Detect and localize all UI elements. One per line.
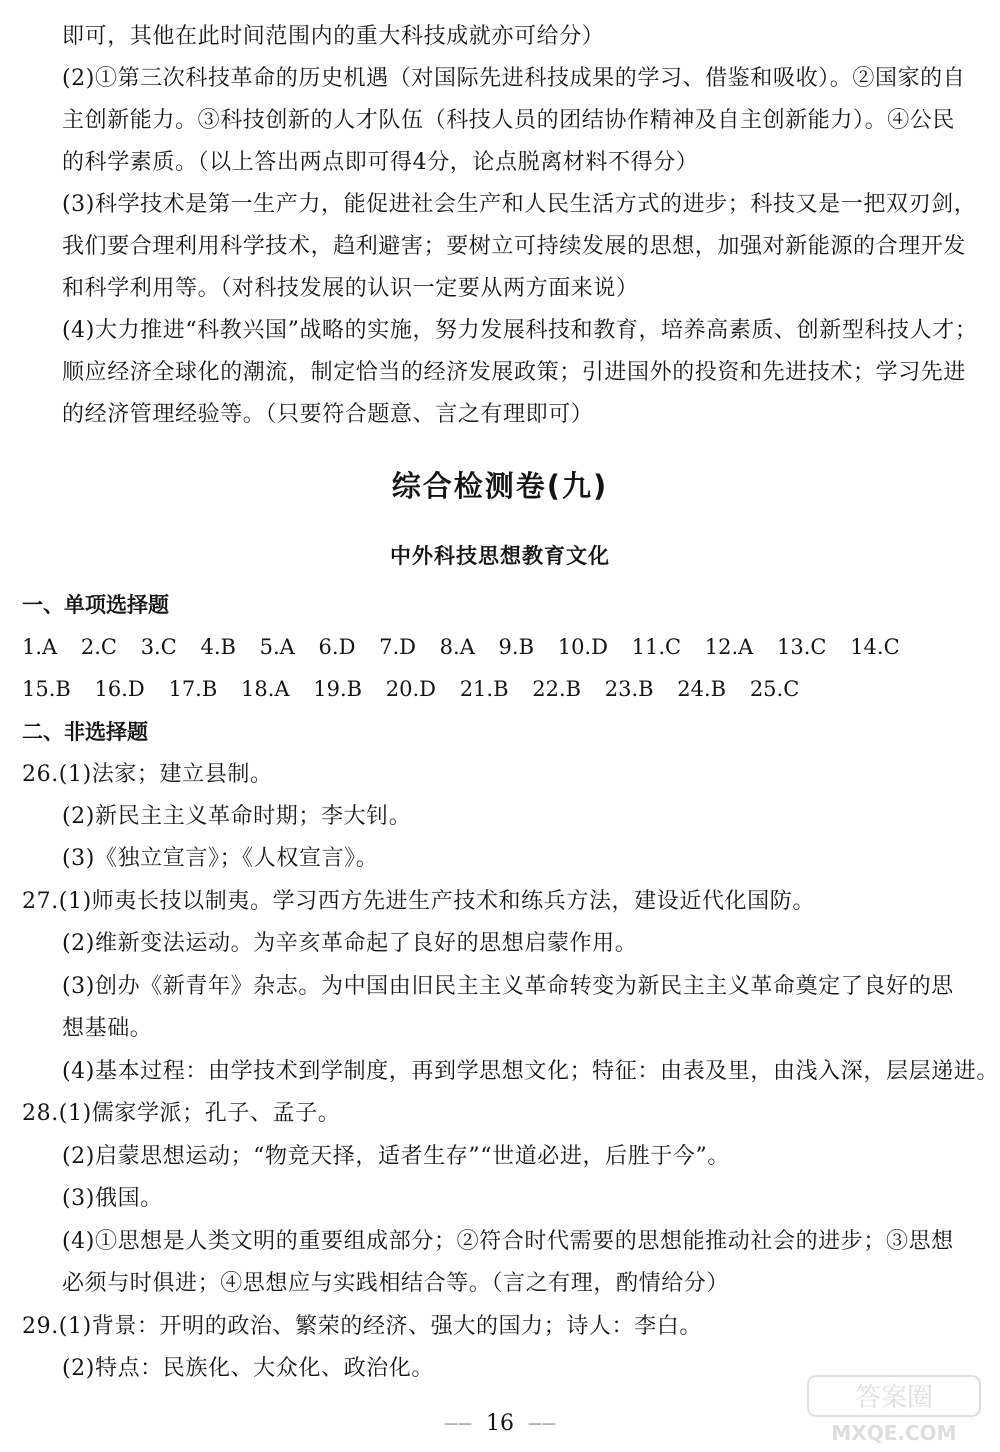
answer-line: 的科学素质。（以上答出两点即可得4分，论点脱离材料不得分） [62,150,699,175]
answer-line: (4)①思想是人类文明的重要组成部分；②符合时代需要的思想能推动社会的进步；③思想 [62,1229,954,1254]
section-heading-single-choice: 一、单项选择题 [22,593,169,617]
answer-item: 10.D [557,635,608,659]
answer-item: 8.A [439,635,475,659]
page-number-value: 16 [486,1411,514,1436]
answer-line: 想基础。 [62,1016,153,1041]
answer-line: (4)基本过程：由学技术到学制度，再到学思想文化；特征：由表及里，由浅入深，层层递进。 [62,1059,999,1084]
answer-item: 6.D [318,635,356,659]
watermark-url-text: MXQE.COM [831,1421,957,1445]
watermark-logo-text: 答案圈 [854,1383,934,1413]
answer-item: 14.C [850,635,900,659]
answer-item: 15.B [22,677,71,701]
answer-line: 和科学利用等。（对科技发展的认识一定要从两方面来说） [62,276,639,301]
answer-item: 19.B [313,677,363,701]
answer-item: 2.C [80,635,117,659]
answer-line: 主创新能力。③科技创新的人才队伍（科技人员的团结协作精神及自主创新能力）。④公民 [62,108,956,133]
answer-line: (4)大力推进“科教兴国”战略的实施，努力发展科技和教育，培养高素质、创新型科技人才； [62,318,978,343]
answer-line: 的经济管理经验等。（只要符合题意、言之有理即可） [62,402,594,427]
page-number: —— 16 —— [444,1411,556,1436]
answer-item: 18.A [240,677,290,701]
section-heading-non-choice: 二、非选择题 [22,720,148,744]
answer-item: 11.C [631,635,682,659]
answer-line: 28.(1)儒家学派；孔子、孟子。 [22,1101,341,1126]
answer-item: 22.B [532,677,582,701]
answer-item: 25.C [749,677,800,701]
answer-line: (3)俄国。 [62,1186,163,1211]
answer-line: (2)新民主主义革命时期；李大钊。 [62,804,412,829]
answer-line: (3)创办《新青年》杂志。为中国由旧民主主义革命转变为新民主主义革命奠定了良好的思 [62,974,954,999]
answer-item: 20.D [385,677,436,701]
answer-item: 23.B [604,677,654,701]
answer-item: 24.B [677,677,727,701]
answer-key-row-2 [22,674,816,704]
answer-line: (2)启蒙思想运动；“物竞天择，适者生存”“世道必进，后胜于今”。 [62,1144,730,1169]
answer-item: 1.A [22,635,58,659]
answer-item: 4.B [200,635,236,659]
answer-item: 7.D [379,635,416,659]
answer-item: 17.B [168,677,218,701]
answer-key-row-1 [22,632,917,662]
answer-line: (2)维新变法运动。为辛亥革命起了良好的思想启蒙作用。 [62,931,638,956]
watermark-logo [806,1374,982,1446]
answer-item: 9.B [498,635,535,659]
answer-line: (3)科学技术是第一生产力，能促进社会生产和人民生活方式的进步；科技又是一把双刃剑， [62,192,977,217]
answer-item: 21.B [459,677,509,701]
answer-line: (2)特点：民族化、大众化、政治化。 [62,1356,434,1381]
answer-line: (3)《独立宣言》；《人权宣言》。 [62,846,379,871]
page-subtitle: 中外科技思想教育文化 [390,544,610,568]
page-title: 综合检测卷(九) [391,469,609,503]
answer-item: 5.A [259,635,295,659]
answer-line: 顺应经济全球化的潮流，制定恰当的经济发展政策；引进国外的投资和先进技术；学习先进 [62,360,967,385]
answer-item: 13.C [777,635,827,659]
answer-line: (2)①第三次科技革命的历史机遇（对国际先进科技成果的学习、借鉴和吸收）。②国家的自 [62,66,966,91]
answer-line: 27.(1)师夷长技以制夷。学习西方先进生产技术和练兵方法，建设近代化国防。 [22,889,815,914]
answer-item: 16.D [94,677,145,701]
answer-line: 26.(1)法家；建立县制。 [22,762,273,787]
answer-line: 我们要合理利用科学技术，趋利避害；要树立可持续发展的思想，加强对新能源的合理开发 [62,234,967,259]
answer-line: 必须与时俱进；④思想应与实践相结合等。（言之有理，酌情给分） [62,1271,730,1296]
answer-line: 即可，其他在此时间范围内的重大科技成就亦可给分） [62,24,605,49]
answer-item: 12.A [704,635,754,659]
answer-item: 3.C [140,635,177,659]
answer-line: 29.(1)背景：开明的政治、繁荣的经济、强大的国力；诗人：李白。 [22,1314,702,1339]
